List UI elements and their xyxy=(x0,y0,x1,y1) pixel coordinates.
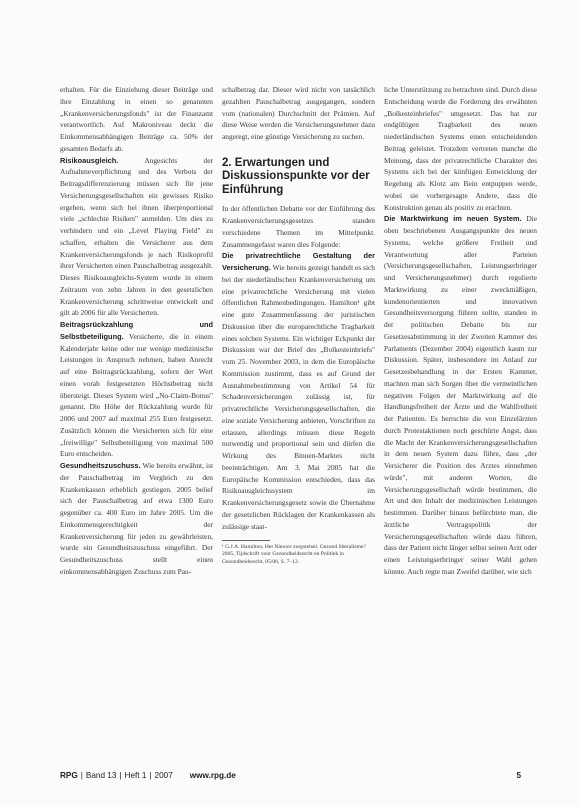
page-number: 5 xyxy=(516,771,521,780)
text-column-2 xyxy=(222,84,375,566)
footnote-rule xyxy=(222,540,270,541)
journal-name: RPG xyxy=(60,771,78,780)
section-run-in-heading: Risikoausgleich. xyxy=(60,155,119,165)
paragraph xyxy=(60,319,213,460)
paragraph xyxy=(222,250,375,532)
paragraph-text: Wie bereits erwähnt, ist der Pauschalbetrag im Vergleich zu den Krankenkassen erheblich gestiegen. 2005 belief sich der Pauschalbetrag auf etwa 1300 Euro gegenüber ca. 400 Euro im Jahre 2005. Um die Einkommensgerechtigkeit der Krankenversicherung für jeden zu gewährleisten, wurde ein Gesundheitszuschuss eingeführt. Der Gesundheitszuschuss stellt einen einkommensabhängigen Zuschuss zum Pau- xyxy=(60,461,213,576)
paragraph-text: Angesichts der Aufnahmeverpflichtung und des Verbots der Beitragsdifferenzierung müssen sich für jene Versicherungsgesellschaften ein gewisses Risiko ergeben, wenn sich bei ihnen überproportional viele „schlechte Risiken" anmelden. Um dies zu verhindern und ein „Level Playing Field" zu schaffen, erhalten die Versicherer aus dem Krankenversicherungsfonds je nach Risikoprofil ihrer Versicherten einen Pauschalbetrag ausgezahlt. Dieses Risikoausgleichs-System wurde in einem Zeitraum von zehn Jahren in den gesetzlichen Krankenversicherung schrittweise entwickelt und gilt ab 2006 für alle Versicherten. xyxy=(60,155,213,318)
separator: | xyxy=(149,771,152,780)
section-run-in-heading: Die privatrechtliche Gestaltung der Versicherung. xyxy=(222,251,375,272)
paragraph: In der öffentlichen Debatte vor der Einführung des Krankenversicherungsgesetzes standen verschiedene Themen im Mittelpunkt. Zusammengefasst waren dies Folgende: xyxy=(222,204,375,249)
paragraph xyxy=(60,460,213,578)
paragraph: schalbetrag dar. Dieser wird nicht von tatsächlich gezahlten Pauschalbetrag ausgegangen, sondern vom (nationalen) Durchschnitt der Prämien. Auf diese Weise werden die Versicherungsnehmer dazu angeregt, eine günstige Versicherung zu suchen. xyxy=(222,85,375,141)
separator: | xyxy=(119,771,122,780)
website-link[interactable]: www.rpg.de xyxy=(189,771,236,780)
section-run-in-heading: Gesundheitszuschuss. xyxy=(60,461,141,470)
journal-info xyxy=(60,771,239,780)
separator: | xyxy=(80,771,83,780)
section-run-in-heading: Beitragsrückzahlung und Selbstbeteiligung. xyxy=(60,320,213,341)
paragraph-text: Die oben beschriebenen Ausgangspunkte des neuen Systems, welche größere Freiheit und Verantwortung aller Parteien (Versicherungsgesellschaften, Leistungserbringer und Versicherungsnehmer) durch regulierte Marktwirkung zu einer zweckmäßigen, kundenorientierten und innovativen Gesundheitsversorgung führen sollte, standen in der politischen Debatte bis zur Gesetzesabstimmung in der Zweiten Kammer des Parlaments (Dezember 2004) eigentlich kaum zur Diskussion. Später, insbesondere im Anlauf zur Gesetzesbehandlung in der Ersten Kammer, machten man sich Sorgen über die vermeintlichen negativen Folgen der Marktwirkung auf die Handlungsfreiheit der Ärzte und die Wahlfreiheit der Patienten. Es herrschte die von Einzelärzten durch Protestaktionen noch geschürte Angst, dass die Macht der Krankenversicherungsgesellschaften in dem neuen System dazu führe, dass „der Versicherer die Position des Arztes einnehmen würde", mit anderen Worten, die Versicherungsgesellschaft würde bestimmen, die Art und den Inhalt der medizinischen Leistungen bestimmen. Darüber hinaus befürchtete man, die ärztliche Vertragspolitik der Versicherungsgesellschaften würde dazu führen, dass der Patient nicht länger selbst seinen Arzt oder einen Leistungserbringer seiner Wahl gehen könnte. Auch regte man Zweifel darüber, wie sich xyxy=(384,214,537,576)
text-column-1 xyxy=(60,84,213,578)
text-column-3 xyxy=(384,84,537,578)
paragraph-text: Wie bereits gezeigt handelt es sich bei der niederländischen Krankenversicherung um eine privatrechtliche Versicherung mit vielen öffentlichen Rahmenbedingungen. Hamilton¹ gibt eine gute Zusammenfassung der juristischen Diskussion über die europarechtliche Tragbarkeit eines solchen Systems. Ein wichtiger Eckpunkt der Diskussion war der Brief des „Bolkesteinbriefs" vom 25. November 2003, in dem die Europäische Kommission zustimmt, dass es auf Grund der Ausnahmebestimmung von Artikel 54 für Schadenversicherungen zulässig ist, für privatrechtliche Versicherungsgesellschaften, die eine soziale Versicherung anbieten, Vorschriften zu erlassen, allerdings müssen diese Regeln notwendig und proportional sein und dürfen die Wirkung des Binnen-Marktes nicht beeinträchtigen. Am 3. Mai 2005 hat die Europäische Kommission entschieden, dass das Risikoausgleichssystem im Krankenversicherungsgesetz sowie die Übernahme der gesetzlichen Rücklagen der Krankenkassen als zulässige staat- xyxy=(222,263,375,531)
issue: Heft 1 xyxy=(124,771,147,780)
footnote: ¹ G.J.A. Hamilton, Het Nieuwe zorgstelsel. Gezond liberalisme? 2005, Tijdschrift voor Gezondheidsrecht en Politiek in Gezondheidsrecht, 05/06, S. 7–12. xyxy=(222,544,366,565)
page-footer xyxy=(60,771,521,780)
paragraph-text: Versicherte, die in einem Kalenderjahr keine oder nur wenige medizinische Leistungen in Anspruch nehmen, haben Anrecht auf eine Beitragsrückzahlung, sofern der Wert einen vorab festgesetzten Höchstbetrag nicht übersteigt. Dieses System wird „No-Claim-Bonus" genannt. Die Höhe der Rückzahlung wurde für 2006 und 2007 auf maximal 255 Euro festgesetzt. Zusätzlich können die Versicherten sich für eine „freiwillige" Selbstbeteiligung von maximal 500 Euro entscheiden. xyxy=(60,331,214,459)
volume: Band 13 xyxy=(85,771,117,780)
year: 2007 xyxy=(154,771,173,780)
paragraph: erhalten. Für die Einziehung dieser Beiträge und ihre Einzahlung in einen so genannten „Krankenversicherungsfonds" ist der Finanzamt verantwortlich. Auf Makroniveau deckt die Einkommensabhängigen Beiträge ca. 50% der gesamten Bedarfs ab. xyxy=(60,85,213,153)
section-heading: 2. Erwartungen und Diskussionspunkte vor der Einführung xyxy=(222,156,370,196)
paragraph xyxy=(60,155,213,320)
paragraph: liche Unterstützung zu betrachten sind. Durch diese Entscheidung wurde die Forderung des erwähnten „Bolkesteinbriefes" umgesetzt. Das hat zur endgültigen Tragbarkeit des neuen niederländischen Systems einen entscheidenden Beitrag geleistet. Trotzdem vertreten manche die Meinung, dass der privatrechtliche Charakter des Systems sich bei der künftigen Entwicklung der Regelung als Klotz am Bein entpuppen werde, wobei sie vorhergesagte Andere, dass die Konstruktion genau als positiv zu erachten. xyxy=(384,85,537,212)
section-run-in-heading: Die Marktwirkung im neuen System. xyxy=(384,214,522,224)
paragraph xyxy=(384,213,537,577)
